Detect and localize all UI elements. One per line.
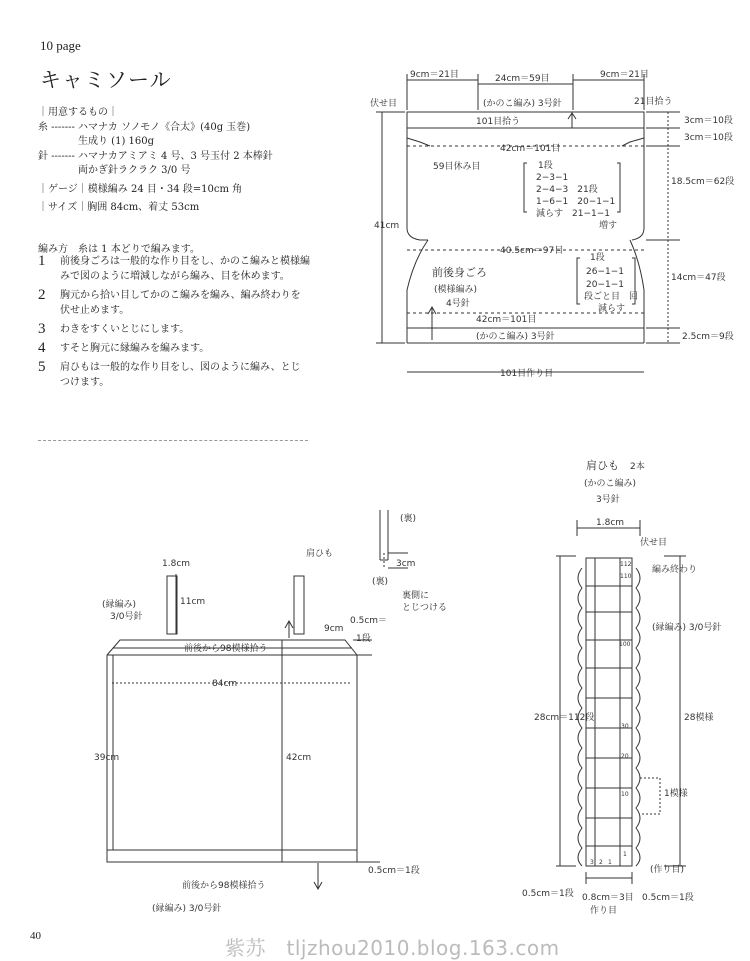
requirements-line: 生成り (1) 160g [38, 136, 155, 147]
right-dim-3cm-a: 3cm＝10段 [684, 116, 733, 126]
cast-on-label: (作り目) [650, 865, 685, 875]
increase-label: 増す [599, 221, 618, 231]
body-name-label: 前後身ごろ [432, 266, 487, 279]
edge-needle-label: 3/0号針 [110, 612, 143, 622]
pick-up-top-label: 101目拾う [476, 117, 521, 127]
requirements-line: ｜ゲージ｜模様編み 24 目・34 段=10cm 角 [38, 183, 243, 195]
bottom-center-dim: 0.8cm＝3目 [582, 893, 634, 903]
step-item: 1 前後身ごろは一般的な作り目をし、かのこ編みと模様編みで図のように増減しながら編み、目を休めます。 [38, 253, 310, 282]
dec-row-1: 1段 [538, 161, 553, 171]
row-100: 100 [619, 641, 631, 648]
strap-height: 28cm＝112段 [534, 713, 595, 723]
strap-title: 肩ひも [586, 459, 619, 472]
width-42-bottom: 42cm＝101目 [476, 315, 537, 325]
strap-pattern: (かのこ編み) [584, 479, 637, 489]
strap-width-label: 1.8cm [162, 559, 191, 569]
requirements-line: ｜用意するもの｜ [38, 107, 118, 118]
col-2: 2 [599, 859, 603, 866]
camisole-diagram [107, 510, 408, 889]
right-dim-0-5-b: 0.5cm＝1段 [368, 866, 420, 876]
one-pattern-label: 1模様 [664, 789, 688, 799]
strap-label: 肩ひも [306, 549, 334, 559]
kanoko-bottom-label: (かのこ編み) 3号針 [476, 332, 555, 342]
attach-3cm-label: 3cm [396, 559, 416, 569]
bottom-center-dim-2: 作り目 [590, 906, 618, 916]
height-41-label: 41cm [374, 221, 400, 231]
dec2-row-5: 減らす [598, 304, 626, 314]
page-title: キャミソール [40, 68, 172, 92]
width-84-label: 84cm [212, 679, 238, 689]
dec2-row-4: 段ごと目 回 [584, 292, 639, 302]
right-dim-14: 14cm＝47段 [671, 273, 726, 283]
body-needle-label: 4号針 [446, 299, 470, 309]
attach-note-2: とじつける [402, 603, 448, 613]
step-item: 3 わきをすくいとじにします。 [38, 321, 190, 337]
step-item: 4 すそと胸元に縁編みを編みます。 [38, 340, 210, 356]
pick-up-right-label: 21目拾う [634, 97, 673, 107]
right-dim-0-5-a: 0.5cm＝ [350, 616, 388, 626]
width-9-label: 9cm [324, 624, 344, 634]
dec-row-2: 2−3−1 [536, 173, 569, 183]
body-pattern-label: (模様編み) [434, 285, 478, 295]
dec-row-4: 1−6−1 20−1−1 [536, 197, 616, 207]
col-1: 1 [608, 859, 612, 866]
cast-on-label: 101目作り目 [500, 369, 554, 379]
right-dim-2-5: 2.5cm＝9段 [682, 332, 734, 342]
bind-off-label: 伏せ目 [370, 99, 398, 109]
row-112: 112 [620, 561, 632, 568]
row-30: 30 [621, 723, 629, 730]
requirements-line: ｜サイズ｜胸囲 84cm、着丈 53cm [38, 202, 200, 213]
right-dim-1-row: 1段 [356, 634, 371, 644]
back-label: (裏) [400, 514, 417, 524]
step-item: 2 胸元から拾い目してかのこ編みを編み、編み終わりを伏せ止めます。 [38, 287, 301, 316]
strap-pattern-count: 28模様 [684, 713, 714, 723]
right-dim-18-5: 18.5cm＝62段 [671, 177, 735, 187]
edge-label: (縁編み) [102, 600, 137, 610]
bottom-right-dim: 0.5cm＝1段 [642, 893, 694, 903]
strap-width: 1.8cm [596, 518, 625, 528]
strap-height-label: 11cm [180, 597, 206, 607]
requirements-line: 両かぎ針ラクラク 3/0 号 [38, 165, 191, 176]
dec2-row-2: 26−1−1 [586, 267, 624, 277]
strap-bind-off: 伏せ目 [640, 538, 668, 548]
attach-note-1: 裏側に [402, 591, 430, 601]
bottom-left-dim: 0.5cm＝1段 [522, 889, 574, 899]
body-panel-diagram [376, 74, 680, 372]
pick-top-label: 前後から98模様拾う [184, 644, 268, 654]
dim-top-right: 9cm＝21目 [600, 70, 649, 80]
height-42-label: 42cm [286, 753, 312, 763]
dim-top-center: 24cm＝59目 [495, 74, 550, 84]
dec2-row-1: 1段 [590, 253, 605, 263]
dec-row-3: 2−4−3 21段 [536, 185, 598, 195]
strap-edge-label: (縁編み) 3/0号針 [652, 623, 722, 633]
kanoko-top-label: (かのこ編み) 3号針 [483, 99, 562, 109]
method-heading: 編み方 糸は 1 本どりで編みます。 [38, 244, 200, 255]
requirements-line: 針 ------- ハマナカアミアミ 4 号、3 号玉付 2 本棒針 [38, 150, 273, 162]
width-40-5-label: 40.5cm＝97目 [500, 246, 564, 256]
strap-count: 2本 [630, 462, 645, 472]
page-reference: 10 page [40, 38, 81, 53]
col-3: 3 [590, 859, 594, 866]
dec-row-5: 減らす 21−1−1 [536, 209, 610, 219]
strap-edge-end: 編み終わり [652, 565, 698, 575]
pick-bottom-label: 前後から98模様拾う [182, 881, 266, 891]
width-42-top: 42cm＝101目 [500, 144, 561, 154]
edge-bottom-label: (縁編み) 3/0号針 [152, 904, 222, 914]
requirements-line: 糸 ------- ハマナカ ソノモノ《合太》(40g 玉巻) [38, 121, 251, 133]
back-label-2: (裏) [372, 577, 389, 587]
watermark: 紫苏 tljzhou2010.blog.163.com [225, 936, 560, 960]
step-item: 5 肩ひもは一般的な作り目をし、図のように編み、とじつけます。 [38, 359, 301, 388]
height-39-label: 39cm [94, 753, 120, 763]
strap-needle: 3号針 [596, 495, 620, 505]
right-dim-3cm-b: 3cm＝10段 [684, 133, 733, 143]
row-1: 1 [623, 851, 627, 858]
row-10: 10 [621, 791, 629, 798]
row-110: 110 [620, 573, 632, 580]
dim-top-left: 9cm＝21目 [410, 70, 459, 80]
row-20: 20 [621, 753, 629, 760]
rest-stitches-label: 59目休み目 [433, 162, 481, 172]
dec2-row-3: 20−1−1 [586, 280, 624, 290]
page-number: 40 [30, 930, 41, 942]
